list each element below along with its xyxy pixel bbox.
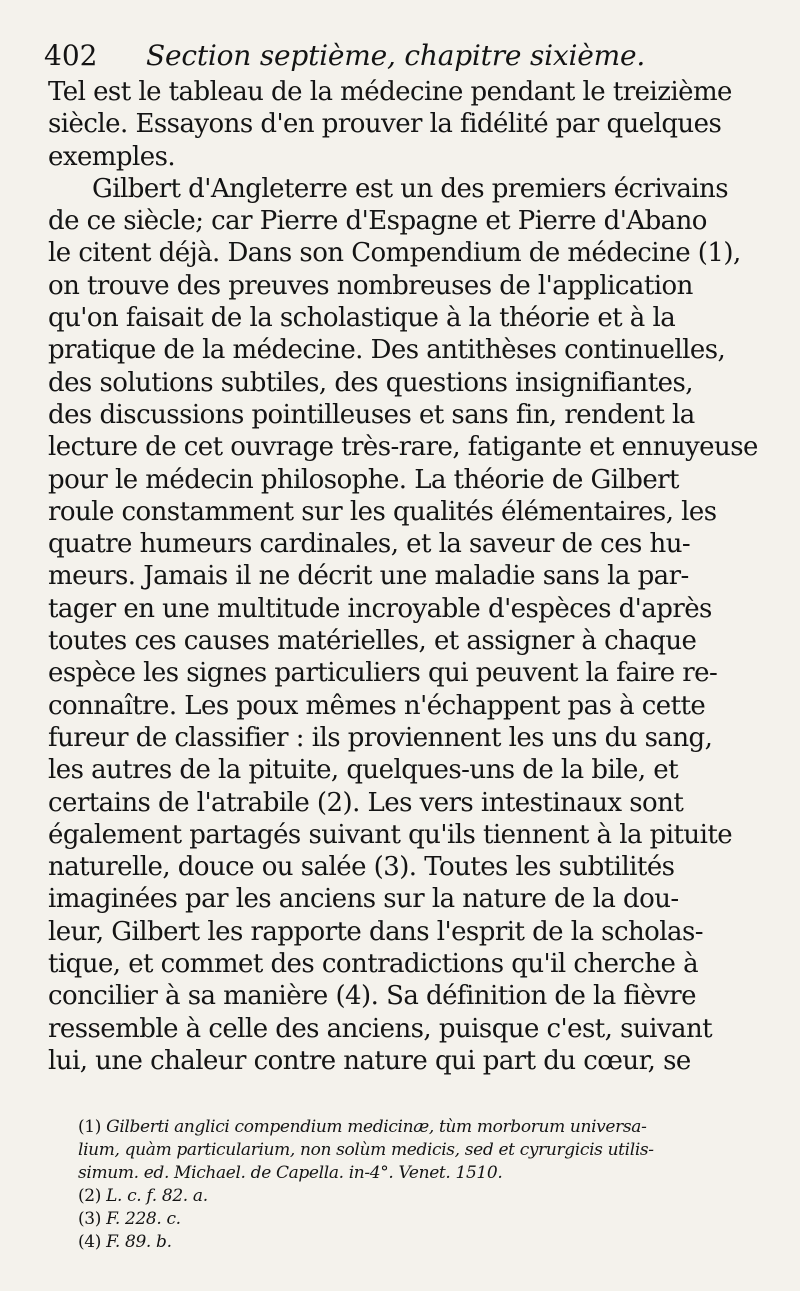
text-line: leur, Gilbert les rapporte dans l'esprit de la scholas- [48, 916, 703, 947]
footnote-4 [78, 1231, 768, 1254]
text-line: tique, et commet des contradictions qu'il cherche à [48, 949, 699, 980]
text-line: également partagés suivant qu'ils tiennent à la pituite [48, 819, 733, 850]
footnotes [78, 1116, 768, 1254]
footnote-number: (2) [78, 1186, 102, 1206]
text-line: toutes ces causes matérielles, et assigner à chaque [48, 626, 697, 657]
text-line: le citent déjà. Dans son Compendium de médecine (1), [48, 238, 741, 269]
text-line: imaginées par les anciens sur la nature de la dou- [48, 884, 679, 915]
text-line: naturelle, douce ou salée (3). Toutes les subtilités [48, 852, 675, 883]
text-line: roule constamment sur les qualités élémentaires, les [48, 496, 717, 527]
text-line: ressemble à celle des anciens, puisque c'est, suivant [48, 1013, 713, 1044]
text-line: fureur de classifier : ils proviennent les uns du sang, [48, 722, 713, 753]
footnote-text: F. 228. c. [106, 1209, 181, 1229]
text-line: des solutions subtiles, des questions insignifiantes, [48, 367, 693, 398]
text-line: quatre humeurs cardinales, et la saveur de ces hu- [48, 529, 691, 560]
footnote-text: Gilberti anglici compendium medicinæ, tùm morborum universa- [106, 1117, 647, 1137]
footnote-1 [78, 1116, 768, 1139]
text-line: qu'on faisait de la scholastique à la théorie et à la [48, 303, 676, 334]
footnote-number: (3) [78, 1209, 102, 1229]
text-line: de ce siècle; car Pierre d'Espagne et Pierre d'Abano [48, 206, 707, 237]
text-line: siècle. Essayons d'en prouver la fidélité par quelques [48, 109, 722, 140]
page-header [44, 36, 764, 76]
body-text [48, 76, 768, 1077]
text-line: Gilbert d'Angleterre est un des premiers écrivains [92, 173, 729, 204]
text-line: les autres de la pituite, quelques-uns de la bile, et [48, 755, 678, 786]
text-line: on trouve des preuves nombreuses de l'application [48, 270, 693, 301]
text-line: pour le médecin philosophe. La théorie de Gilbert [48, 464, 679, 495]
footnote-text: simum. ed. Michael. de Capella. in-4°. Venet. 1510. [78, 1163, 503, 1183]
running-title: Section septième, chapitre sixième. [146, 39, 646, 72]
text-line: Tel est le tableau de la médecine pendant le treizième [48, 77, 732, 107]
footnote-2 [78, 1185, 768, 1208]
text-line: meurs. Jamais il ne décrit une maladie sans la par- [48, 561, 689, 592]
text-line: certains de l'atrabile (2). Les vers intestinaux sont [48, 787, 684, 818]
text-line: concilier à sa manière (4). Sa définition de la fièvre [48, 981, 697, 1012]
footnote-number: (4) [78, 1232, 102, 1252]
text-line: pratique de la médecine. Des antithèses continuelles, [48, 335, 726, 366]
footnote-text: L. c. f. 82. a. [106, 1186, 208, 1206]
text-line: tager en une multitude incroyable d'espèces d'après [48, 593, 712, 624]
footnote-1-continuation [78, 1139, 768, 1162]
footnote-text: lium, quàm particularium, non solùm medicis, sed et cyrurgicis utilis- [78, 1140, 654, 1160]
footnote-text: F. 89. b. [106, 1232, 172, 1252]
text-line: lecture de cet ouvrage très-rare, fatigante et ennuyeuse [48, 432, 758, 463]
footnote-3 [78, 1208, 768, 1231]
text-line: espèce les signes particuliers qui peuvent la faire re- [48, 658, 718, 689]
footnote-1-continuation [78, 1162, 768, 1185]
text-line: des discussions pointilleuses et sans fin, rendent la [48, 399, 695, 430]
text-line: exemples. [48, 141, 176, 172]
text-line: connaître. Les poux mêmes n'échappent pas à cette [48, 690, 706, 721]
footnote-number: (1) [78, 1117, 102, 1137]
page-number: 402 [44, 39, 98, 72]
text-line: lui, une chaleur contre nature qui part du cœur, se [48, 1045, 691, 1076]
